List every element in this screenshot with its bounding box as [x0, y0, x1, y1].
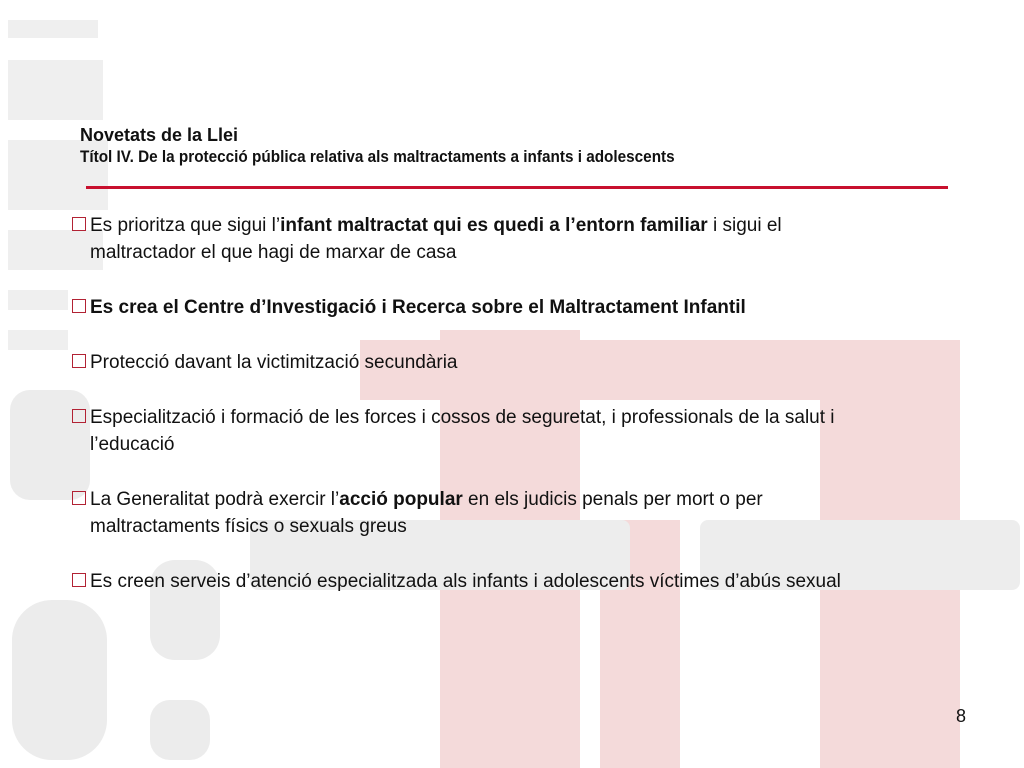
bullet-item — [72, 568, 872, 595]
square-bullet-icon — [72, 299, 86, 313]
title-block — [80, 124, 960, 167]
square-bullet-icon — [72, 217, 86, 231]
page-subtitle: Títol IV. De la protecció pública relativa als maltractaments a infants i adolescents — [80, 147, 675, 166]
square-bullet-icon — [72, 491, 86, 505]
page-title: Novetats de la Llei — [80, 125, 239, 145]
bullet-text-part: i sigui el maltractador el que hagi de marxar de casa — [90, 215, 782, 263]
bullet-text — [90, 486, 872, 540]
square-bullet-icon — [72, 573, 86, 587]
bullet-list — [72, 212, 872, 595]
bullet-text-bold: acció popular — [339, 489, 463, 510]
bullet-text-bold: infant maltractat qui es quedi a l’entorn familiar — [280, 215, 708, 236]
bullet-item — [72, 294, 872, 321]
bullet-item — [72, 404, 872, 458]
bullet-text-part: Es prioritza que sigui l’ — [90, 215, 281, 236]
bullet-item — [72, 212, 872, 266]
bullet-text-part: en els judicis penals per mort o per maltractaments físics o sexuals greus — [90, 489, 763, 537]
title-divider — [86, 186, 948, 189]
bullet-text — [90, 212, 872, 266]
bullet-text — [90, 349, 458, 376]
bullet-text-part: Protecció davant la victimització secundària — [90, 352, 458, 373]
bullet-text-part: La Generalitat podrà exercir l’ — [90, 489, 340, 510]
bullet-text — [90, 568, 841, 595]
bullet-item — [72, 486, 872, 540]
bullet-text — [90, 404, 872, 458]
page-number: 8 — [955, 706, 966, 726]
bullet-text-part: Es creen serveis d’atenció especialitzada als infants i adolescents víctimes d’abús sexual — [90, 571, 841, 592]
square-bullet-icon — [72, 354, 86, 368]
bullet-text-part: Especialització i formació de les forces i cossos de seguretat, i professionals de la salut i l’educació — [90, 407, 835, 455]
square-bullet-icon — [72, 409, 86, 423]
bullet-item — [72, 349, 872, 376]
bullet-text — [90, 294, 746, 321]
bullet-text-bold: Es crea el Centre d’Investigació i Recerca sobre el Maltractament Infantil — [90, 297, 746, 318]
